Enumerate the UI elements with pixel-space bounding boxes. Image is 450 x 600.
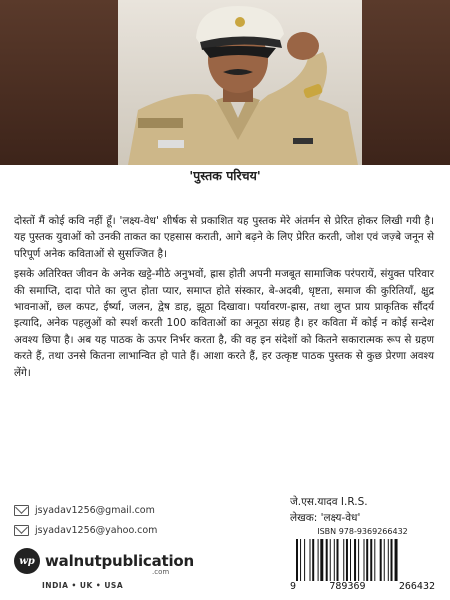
photo-background-left: [0, 0, 118, 165]
photo-background-right: [362, 0, 450, 165]
book-description: [14, 213, 434, 381]
contact-item: [14, 500, 157, 520]
barcode-bar: [312, 539, 314, 581]
author-name: जे.एस.यादव I.R.S.: [290, 496, 368, 508]
author-role: लेखक: 'लक्ष्य-वेध': [290, 512, 361, 524]
publisher-logo: [14, 548, 194, 574]
barcode-bar: [310, 539, 311, 581]
barcode-digit-group-2: 266432: [398, 581, 435, 592]
author-photo: [118, 0, 362, 165]
contact-email: jsyadav1256@gmail.com: [35, 504, 155, 516]
barcode-bars: [294, 539, 431, 581]
barcode-bar: [366, 539, 368, 581]
barcode-bar: [330, 539, 331, 581]
barcode-bar: [374, 539, 375, 581]
barcode-bar: [346, 539, 348, 581]
contact-item: [14, 520, 157, 540]
description-paragraph-2: इसके अतिरिक्त जीवन के अनेक खट्टे-मीठे अनुभवों, ह्रास होती अपनी मजबूत सामाजिक परंपरायें, संयुक्त परिवार की समाप्ति, दादा पोते का लुप्त होता प्यार, समाप्त होते संस्कार, बे-अदबी, धृष्टता, समाज की कुरितियाँ, क्षुद्र भावनाओं, छल कपट, ईर्ष्या, जलन, द्वेष डाह, झूठा दिखावा। पर्यावरण-ह्रास, तथा लुप्त प्राय प्राकृतिक सौंदर्य इत्यादि, अनेक पहलुओं को स्पर्श करती 100 कविताओं का अनूठा संग्रह है। हर कविता में कोई न कोई सन्देश अवश्य छिपा है। अब यह पाठक के ऊपर निर्भर करता है, की वह इन संदेशों को कितने सकारात्मक रूप से ग्रहण करते हैं, तथा उनसे कितना लाभान्वित हो पाते हैं। आशा करते हैं, हर उत्कृष्ट पाठक पुस्तक से कुछ प्रेरणा अवश्य लेंगे।: [14, 268, 434, 379]
contact-email: jsyadav1256@yahoo.com: [35, 524, 158, 536]
barcode-bar: [388, 539, 389, 581]
barcode-bar: [304, 539, 305, 581]
mail-icon: [14, 525, 29, 536]
barcode-bar: [334, 539, 335, 581]
cover-photo-band: [0, 0, 450, 165]
barcode-bar: [337, 539, 339, 581]
publisher-logo-mark: wp: [14, 548, 40, 574]
barcode-bar: [350, 539, 351, 581]
barcode-bar: [380, 539, 382, 581]
description-paragraph-1: दोस्तों मैं कोई कवि नहीं हूँ। 'लक्ष्य-वेध' शीर्षक से प्रकाशित यह पुस्तक मेरे अंतर्मन से प्रेरित होकर लिखी गयी है। यह पुस्तक युवाओं को उनकी ताकत का एहसास कराती, आगे बढ़ने के लिए प्रेरित करती, जोश एवं जज़्बे जनून से परिपूर्ण अनेक कविताओं से सुसज्जित है।: [14, 215, 434, 260]
barcode-bar: [358, 539, 359, 581]
barcode-bar: [320, 539, 323, 581]
publisher-countries: INDIA • UK • USA: [42, 581, 124, 590]
publisher-name: walnutpublication: [45, 552, 194, 570]
isbn-barcode: [290, 527, 435, 597]
barcode-bar: [370, 539, 372, 581]
barcode-digit-prefix: 9: [290, 581, 297, 592]
isbn-label: ISBN 978-9369266432: [317, 527, 408, 536]
barcode-bar: [384, 539, 385, 581]
barcode-bar: [326, 539, 328, 581]
barcode-bar: [300, 539, 301, 581]
section-title: 'पुस्तक परिचय': [189, 168, 261, 183]
barcode-bar: [354, 539, 356, 581]
mail-icon: [14, 505, 29, 516]
barcode-bar: [343, 539, 344, 581]
publisher-domain: .com: [152, 568, 170, 576]
author-photo-illustration: [118, 0, 362, 165]
barcode-bar: [364, 539, 365, 581]
barcode-bar: [395, 539, 398, 581]
barcode-bar: [296, 539, 298, 581]
barcode-digits: [290, 581, 435, 592]
barcode-bar: [318, 539, 319, 581]
contact-list: [14, 500, 157, 540]
section-title-band: [0, 165, 450, 185]
author-signature: [290, 494, 430, 526]
barcode-digit-group-1: 789369: [329, 581, 366, 592]
barcode-bar: [391, 539, 393, 581]
